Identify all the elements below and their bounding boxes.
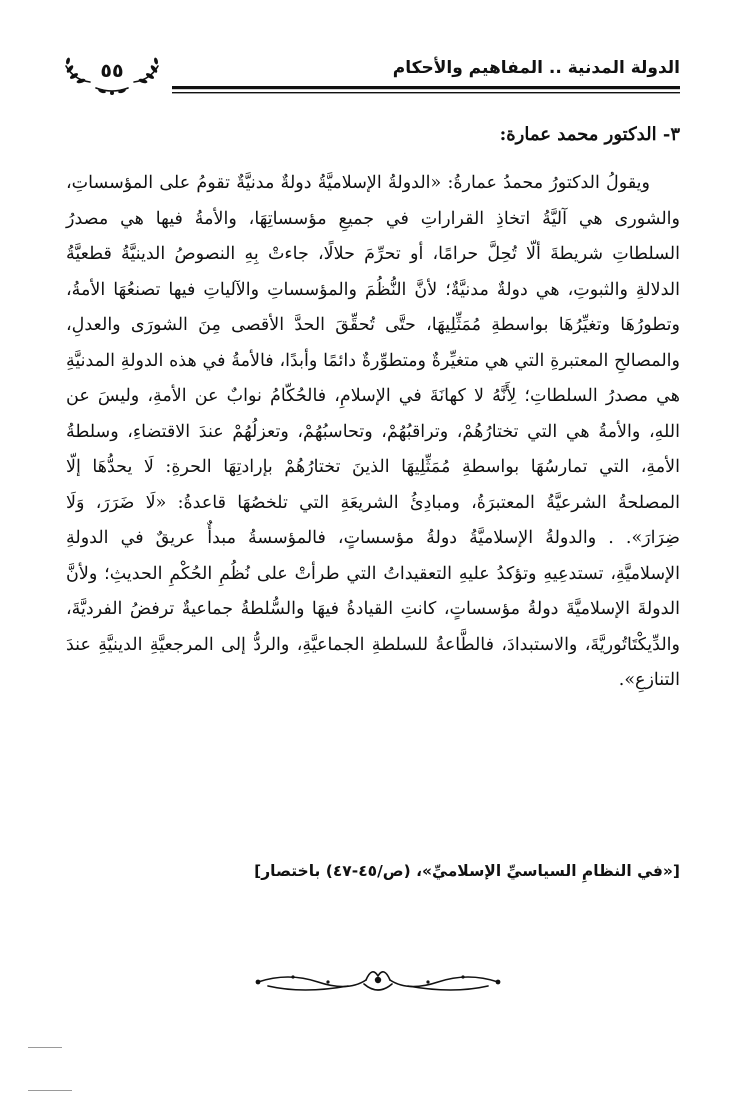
scan-artifact bbox=[28, 1047, 62, 1048]
body-paragraph: ويقولُ الدكتورُ محمدُ عمارةُ: «الدولةُ الإسلاميَّةُ دولةٌ مدنيَّةٌ تقومُ على المؤسساتِ، والشورى هي آليَّةُ اتخاذِ القراراتِ في جميعِ مؤسساتِهَا، والأمةُ فيها هي مصدرُ السلطاتِ شريطةَ ألّا تُحِلَّ حرامًا، أو تحرِّمَ حلالًا، جاءتْ بِهِ النصوصُ الدينيَّةُ قطعيَّةُ الدلالةِ والثبوتِ، هي دولةٌ مدنيَّةٌ؛ لأنَّ النُّظُمَ والمؤسساتِ والآلياتِ فيها تصنعُهَا الأمةُ، وتطورُهَا وتغيِّرُهَا بواسطةِ مُمَثِّلِيهَا، حتَّى تُحقِّقَ الحدَّ الأقصى مِنَ الشورَى والعدلِ، والمصالحِ المعتبرةِ التي هي متغيِّرةٌ ومتطوِّرةٌ دائمًا وأبدًا، فالأمةُ في هذه الدولةِ المدنيَّةِ هي مصدرُ السلطاتِ؛ لِأَنَّهُ لا كهانَةَ في الإسلامِ، فالحُكّامُ نوابٌ عن الأمةِ، وليسَ عن اللهِ، والأمةُ هي التي تختارُهُمْ، وتراقبُهُمْ، وتحاسبُهُمْ، وتعزلُهُمْ عندَ الاقتضاءِ، وسلطةُ الأمةِ، التي تمارسُهَا بواسطةِ مُمَثِّلِيهَا الذينَ تختارُهُمْ بإرادتِهَا الحرةِ: لَا يحدُّهَا إلّا المصلحةُ الشرعيَّةُ المعتبرَةُ، ومبادِئُ الشريعَةِ التي تلخصُهَا قاعدةُ: «لَا ضَرَرَ، وَلَا ضِرَارَ». . والدولةُ الإسلاميَّةُ دولةُ مؤسساتٍ، فالمؤسسةُ مبدأٌ عريقٌ في الدولةِ الإسلاميَّةِ، تستدعِيهِ وتؤكدُ عليهِ التعقيداتُ التي طرأتْ على نُظُمِ الحُكْمِ الحديثِ؛ ولأنَّ الدولةَ الإسلاميَّةَ دولةُ مؤسساتٍ، كانتِ القيادةُ فيهَا والسُّلطةُ جماعيةٌ ترفضُ الفرديَّةَ، والدِّيكْتَاتُوريَّةَ، والاستبدادَ، فالطَّاعةُ للسلطةِ الجماعيَّةِ، والردُّ إلى المرجعيَّةِ الدينيَّةِ عندَ التنازعِ». bbox=[66, 173, 680, 690]
ornament-divider-icon bbox=[248, 958, 508, 1002]
scan-artifact bbox=[28, 1090, 72, 1091]
source-citation: [«في النظامِ السياسيِّ الإسلاميِّ»، (ص/٤٥-٤٧) باختصار] bbox=[254, 862, 680, 880]
section-heading: ٣- الدكتور محمد عمارة: bbox=[499, 124, 680, 145]
page-number: ٥٥ bbox=[100, 60, 124, 82]
header-divider bbox=[172, 86, 680, 95]
running-title: الدولة المدنية .. المفاهيم والأحكام bbox=[392, 58, 680, 78]
